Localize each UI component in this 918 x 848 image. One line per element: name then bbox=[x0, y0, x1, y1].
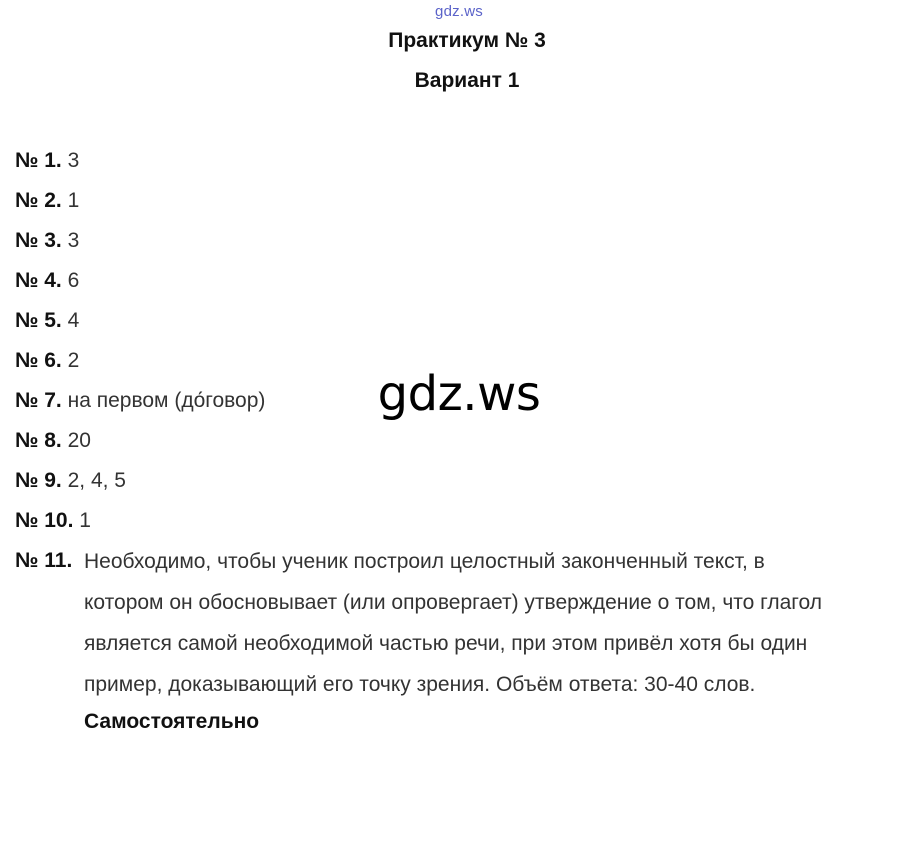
answer-9 bbox=[15, 469, 126, 493]
answer-value: 6 bbox=[67, 269, 80, 292]
answer-value: 4 bbox=[67, 309, 80, 332]
answer-number: № 4. bbox=[15, 269, 62, 292]
answer-value: 2 bbox=[67, 349, 80, 372]
self-study-label: Самостоятельно bbox=[84, 710, 260, 733]
answer-number: № 5. bbox=[15, 309, 62, 332]
watermark-top: gdz.ws bbox=[435, 3, 483, 20]
answer-value: 3 bbox=[67, 229, 80, 252]
answer-number: № 10. bbox=[15, 509, 74, 532]
page-subtitle: Вариант 1 bbox=[414, 69, 520, 92]
answer-value: 2, 4, 5 bbox=[67, 469, 126, 492]
answer-number: № 7. bbox=[15, 389, 62, 412]
answer-value: 1 bbox=[67, 189, 80, 212]
answer-4 bbox=[15, 269, 79, 293]
answer-number: № 8. bbox=[15, 429, 62, 452]
answer-8 bbox=[15, 429, 91, 453]
answer-11-line: Необходимо, чтобы ученик построил целостный законченный текст, в bbox=[84, 550, 765, 573]
answer-number: № 2. bbox=[15, 189, 62, 212]
answer-11-line: является самой необходимой частью речи, при этом привёл хотя бы один bbox=[84, 632, 808, 655]
page-title: Практикум № 3 bbox=[388, 29, 546, 52]
answer-10 bbox=[15, 509, 91, 533]
answer-value: 20 bbox=[67, 429, 91, 452]
answer-1 bbox=[15, 149, 79, 173]
answer-number: № 9. bbox=[15, 469, 62, 492]
answer-number: № 6. bbox=[15, 349, 62, 372]
answer-value: на первом (до́говор) bbox=[67, 389, 266, 412]
watermark-center: gdz.ws bbox=[377, 366, 541, 422]
answer-11-line: пример, доказывающий его точку зрения. Объём ответа: 30-40 слов. bbox=[84, 673, 756, 696]
answer-value: 1 bbox=[79, 509, 91, 532]
answer-number: № 1. bbox=[15, 149, 62, 172]
answer-number: № 11. bbox=[15, 549, 73, 572]
answer-number: № 3. bbox=[15, 229, 62, 252]
answer-11-line: котором он обосновывает (или опровергает) утверждение о том, что глагол bbox=[84, 591, 822, 614]
answer-5 bbox=[15, 309, 79, 333]
answer-11-text bbox=[84, 541, 914, 705]
answer-value: 3 bbox=[67, 149, 80, 172]
answer-3 bbox=[15, 229, 79, 253]
answer-2 bbox=[15, 189, 79, 213]
